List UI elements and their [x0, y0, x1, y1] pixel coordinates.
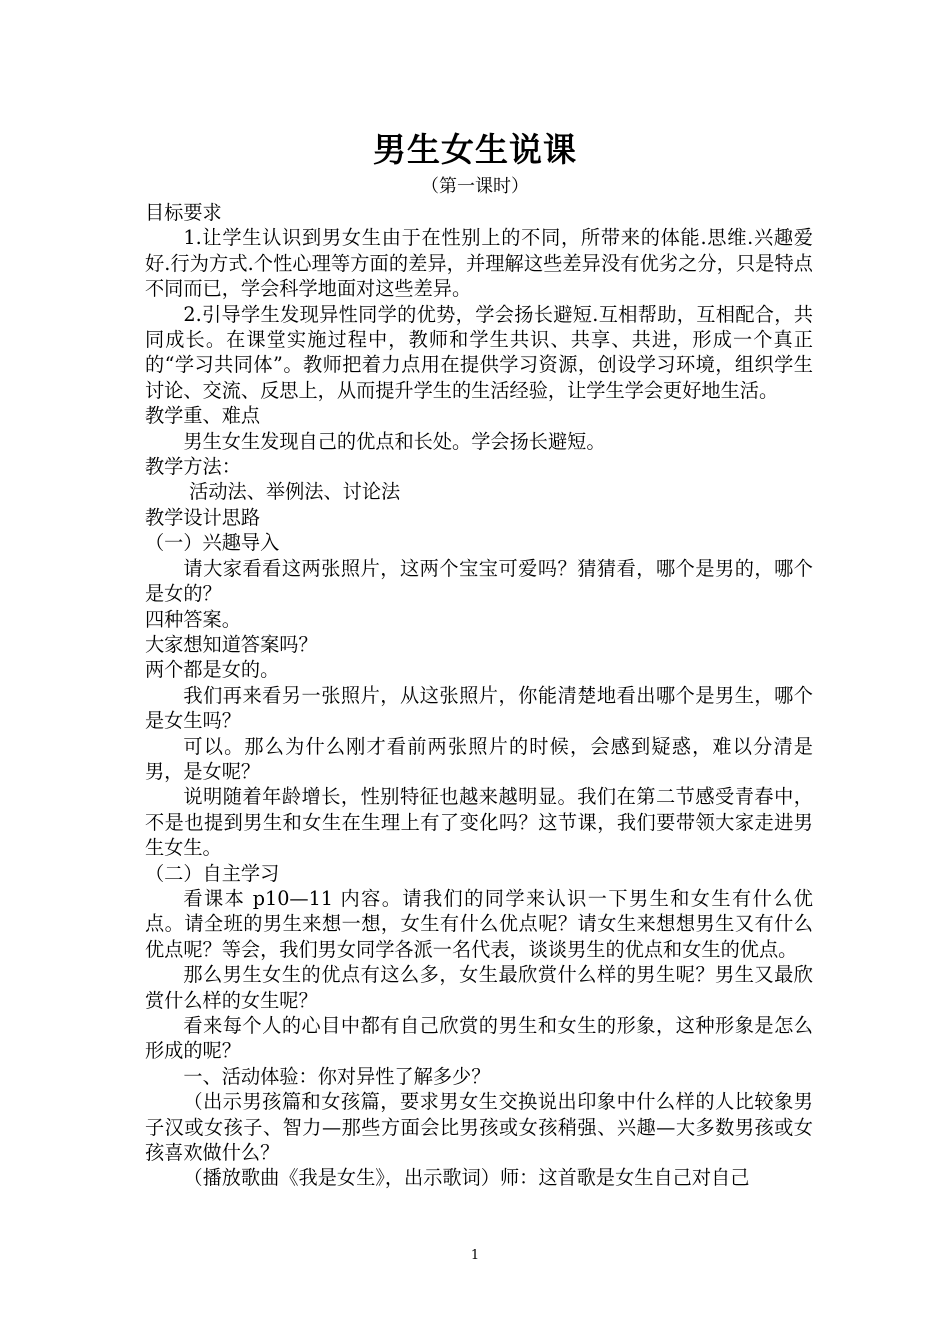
paragraph: 看课本 p10—11 内容。请我们的同学来认识一下男生和女生有什么优点。请全班的男生来想一想，女生有什么优点呢？请女生来想想男生又有什么优点呢？等会，我们男女同学各派一名代表，谈谈男生的优点和女生的优点。	[145, 886, 813, 961]
subsection-heading: （一）兴趣导入	[145, 531, 280, 555]
section-heading: 教学设计思路	[145, 505, 261, 529]
paragraph: 说明随着年龄增长，性别特征也越来越明显。我们在第二节感受青春中，不是也提到男生和女生在生理上有了变化吗？这节课，我们要带领大家走进男生女生。	[145, 785, 813, 860]
paragraph: 1.让学生认识到男女生由于在性别上的不同，所带来的体能.思维.兴趣爱好.行为方式.个性心理等方面的差异，并理解这些差异没有优劣之分，只是特点不同而已，学会科学地面对这些差异。	[145, 226, 813, 301]
paragraph: 活动法、举例法、讨论法	[189, 480, 401, 504]
section-heading: 教学方法：	[145, 455, 241, 479]
paragraph: 那么男生女生的优点有这么多，女生最欣赏什么样的男生呢？男生又最欣赏什么样的女生呢？	[145, 963, 813, 1012]
paragraph: 两个都是女的。	[145, 658, 280, 682]
section-heading: 教学重、难点	[145, 404, 261, 428]
document-title: 男生女生说课	[373, 130, 577, 169]
paragraph: 男生女生发现自己的优点和长处。学会扬长避短。	[183, 429, 606, 453]
paragraph: 大家想知道答案吗？	[145, 632, 318, 656]
document-body	[145, 200, 813, 1191]
paragraph: 请大家看看这两张照片，这两个宝宝可爱吗？猜猜看，哪个是男的，哪个是女的？	[145, 556, 813, 606]
paragraph: （播放歌曲《我是女生》，出示歌词）师：这首歌是女生自己对自己	[183, 1166, 750, 1190]
paragraph: 四种答案。	[145, 607, 241, 631]
paragraph: 我们再来看另一张照片，从这张照片，你能清楚地看出哪个是男生，哪个是女生吗？	[145, 683, 813, 733]
paragraph: （出示男孩篇和女孩篇，要求男女生交换说出印象中什么样的人比较象男子汉或女孩子、智力—那些方面会比男孩或女孩稍强、兴趣—大多数男孩或女孩喜欢做什么？	[145, 1090, 813, 1165]
paragraph: 看来每个人的心目中都有自己欣赏的男生和女生的形象，这种形象是怎么形成的呢？	[145, 1014, 813, 1063]
page-number: 1	[470, 1248, 480, 1263]
section-heading: 目标要求	[145, 201, 222, 224]
paragraph: 可以。那么为什么刚才看前两张照片的时候，会感到疑惑，难以分清是男，是女呢？	[145, 734, 813, 783]
paragraph: 一、活动体验：你对异性了解多少？	[183, 1064, 491, 1088]
subsection-heading: （二）自主学习	[145, 861, 280, 885]
document-subtitle: （第一课时）	[421, 176, 529, 197]
paragraph: 2.引导学生发现异性同学的优势，学会扬长避短.互相帮助，互相配合，共同成长。在课堂实施过程中，教师和学生共识、共享、共进，形成一个真正的“学习共同体”。教师把着力点用在提供学习资源，创设学习环境，组织学生讨论、交流、反思上，从而提升学生的生活经验，让学生学会更好地生活。	[145, 302, 813, 402]
